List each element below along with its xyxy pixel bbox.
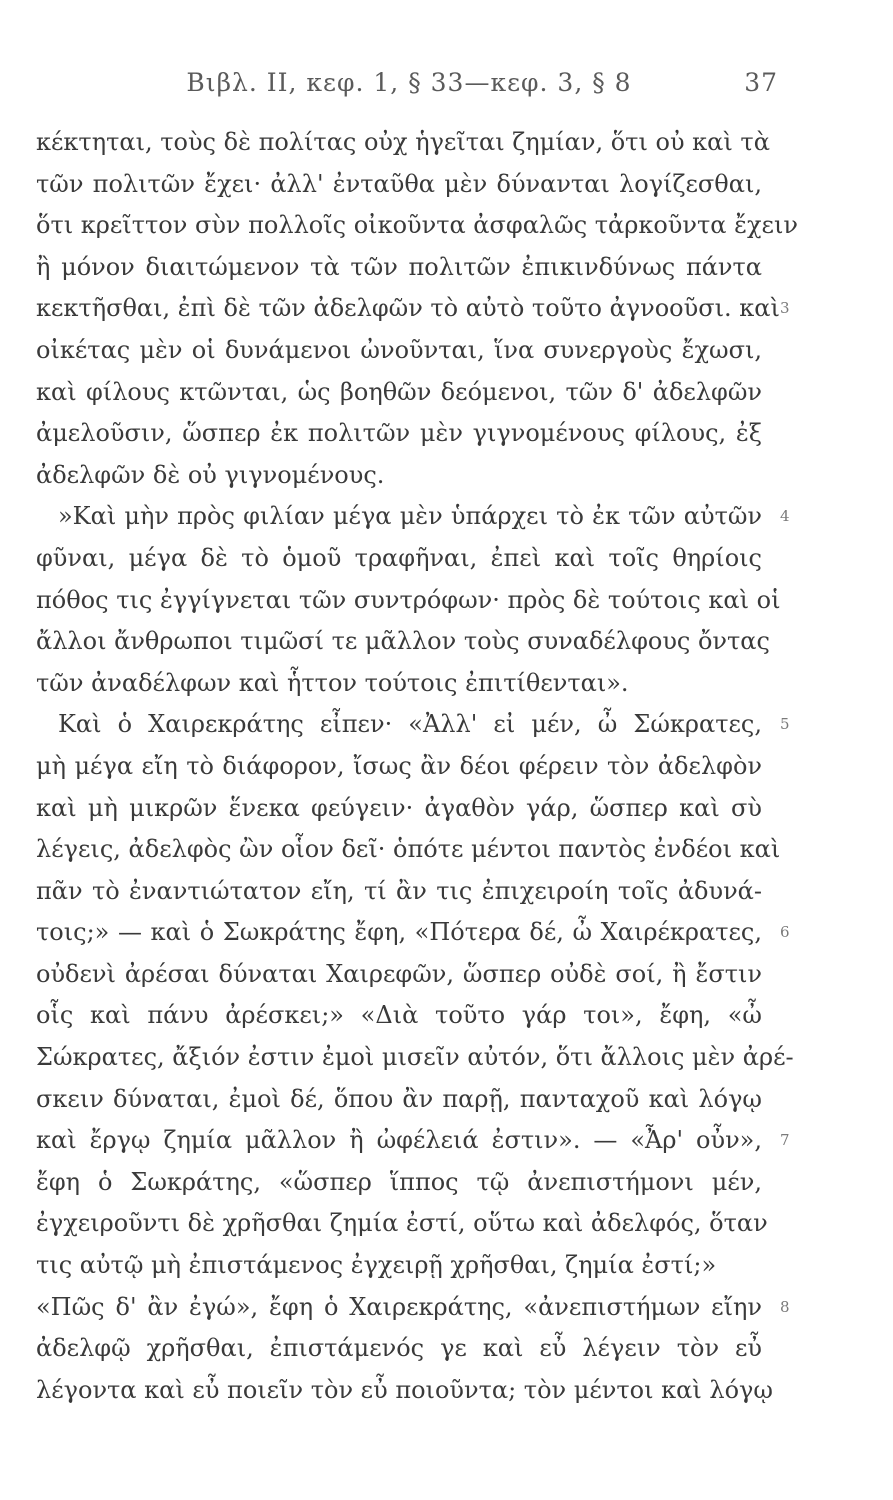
text-line bbox=[36, 455, 762, 497]
section-number: 8 bbox=[780, 1297, 790, 1316]
text-line-content: κεκτῆσθαι, ἐπὶ δὲ τῶν ἀδελφῶν τὸ αὐτὸ τοῦτο ἀγνοοῦσι. καὶ bbox=[36, 294, 780, 323]
text-line-content: λέγοντα καὶ εὖ ποιεῖν τὸν εὖ ποιοῦντα; τὸν μέντοι καὶ λόγῳ bbox=[36, 1375, 773, 1404]
text-line-content: ἀμελοῦσιν, ὥσπερ ἐκ πολιτῶν μὲν γιγνομένους φίλους, ἐξ bbox=[36, 419, 762, 448]
text-line-content: οὐδενὶ ἀρέσαι δύναται Χαιρεφῶν, ὥσπερ οὐδὲ σοί, ἢ ἔστιν bbox=[36, 959, 762, 988]
text-line bbox=[36, 205, 798, 247]
text-line-content: καὶ ἔργῳ ζημία μᾶλλον ἢ ὠφέλειά ἐστιν». — «Ἆρ' οὖν», bbox=[36, 1126, 762, 1155]
text-line-content: πᾶν τὸ ἐναντιώτατον εἴη, τί ἂν τις ἐπιχειροίη τοῖς ἀδυνά- bbox=[36, 876, 762, 905]
text-line bbox=[36, 1328, 762, 1370]
text-line bbox=[36, 954, 762, 996]
text-line-content: Σώκρατες, ἄξιόν ἐστιν ἐμοὶ μισεῖν αὐτόν, ὅτι ἄλλοις μὲν ἀρέ- bbox=[36, 1043, 794, 1072]
text-line-content: ὅτι κρεῖττον σὺν πολλοῖς οἰκοῦντα ἀσφαλῶς τἀρκοῦντα ἔχειν bbox=[36, 211, 798, 240]
text-line bbox=[36, 1203, 768, 1245]
page-number: 37 bbox=[744, 68, 778, 97]
text-line-content: οἰκέτας μὲν οἱ δυνάμενοι ὠνοῦνται, ἵνα συνεργοὺς ἔχωσι, bbox=[36, 335, 762, 364]
text-line-content: πόθος τις ἐγγίγνεται τῶν συντρόφων· πρὸς δὲ τούτοις καὶ οἱ bbox=[36, 585, 781, 614]
text-line-content: ἐγχειροῦντι δὲ χρῆσθαι ζημία ἐστί, οὕτω καὶ ἀδελφός, ὅταν bbox=[36, 1209, 768, 1238]
text-line-content: φῦναι, μέγα δὲ τὸ ὁμοῦ τραφῆναι, ἐπεὶ καὶ τοῖς θηρίοις bbox=[36, 543, 762, 572]
running-title: Βιβλ. II, κεφ. 1, § 33—κεφ. 3, § 8 bbox=[186, 68, 632, 97]
text-line-content: οἷς καὶ πάνυ ἀρέσκει;» «Διὰ τοῦτο γάρ τοι», ἔφη, «ὦ bbox=[36, 1001, 762, 1030]
section-number: 5 bbox=[780, 715, 790, 734]
text-line-content: καὶ μὴ μικρῶν ἕνεκα φεύγειν· ἀγαθὸν γάρ, ὥσπερ καὶ σὺ bbox=[36, 793, 762, 822]
text-line-content: καὶ φίλους κτῶνται, ὡς βοηθῶν δεόμενοι, τῶν δ' ἀδελφῶν bbox=[36, 377, 762, 406]
text-line-content: τῶν πολιτῶν ἔχει· ἀλλ' ἐνταῦθα μὲν δύνανται λογίζεσθαι, bbox=[36, 169, 762, 198]
text-line bbox=[36, 330, 762, 372]
text-line bbox=[36, 496, 790, 538]
text-line bbox=[36, 413, 762, 455]
text-line bbox=[36, 1120, 790, 1162]
text-line bbox=[36, 1079, 762, 1121]
text-line-content: ἔφη ὁ Σωκράτης, «ὥσπερ ἵππος τῷ ἀνεπιστήμονι μέν, bbox=[36, 1167, 762, 1196]
text-line bbox=[36, 1287, 790, 1329]
section-number: 4 bbox=[780, 507, 790, 526]
text-line-content: σκειν δύναται, ἐμοὶ δέ, ὅπου ἂν παρῇ, πανταχοῦ καὶ λόγῳ bbox=[36, 1084, 762, 1113]
text-line-content: Καὶ ὁ Χαιρεκράτης εἶπεν· «Ἀλλ' εἰ μέν, ὦ Σώκρατες, bbox=[58, 710, 762, 739]
text-line bbox=[36, 621, 770, 663]
text-line bbox=[36, 829, 781, 871]
text-line bbox=[36, 538, 762, 580]
section-number: 6 bbox=[780, 923, 790, 942]
page-body-text bbox=[36, 122, 798, 1411]
text-line-content: ἀδελφῷ χρῆσθαι, ἐπιστάμενός γε καὶ εὖ λέγειν τὸν εὖ bbox=[36, 1334, 762, 1363]
text-line bbox=[36, 746, 762, 788]
text-line bbox=[36, 1370, 773, 1412]
text-line bbox=[36, 164, 762, 206]
text-line bbox=[36, 122, 770, 164]
text-line bbox=[36, 580, 781, 622]
text-line bbox=[36, 788, 762, 830]
text-line-content: τῶν ἀναδέλφων καὶ ἧττον τούτοις ἐπιτίθενται». bbox=[36, 668, 629, 697]
text-line-content: λέγεις, ἀδελφὸς ὢν οἷον δεῖ· ὁπότε μέντοι παντὸς ἐνδέοι καὶ bbox=[36, 835, 781, 864]
text-line-content: μὴ μέγα εἴη τὸ διάφορον, ἴσως ἂν δέοι φέρειν τὸν ἀδελφὸν bbox=[36, 751, 762, 780]
text-line bbox=[36, 288, 790, 330]
text-line-content: τοις;» — καὶ ὁ Σωκράτης ἔφη, «Πότερα δέ, ὦ Χαιρέκρατες, bbox=[36, 918, 762, 947]
text-line-content: ἀδελφῶν δὲ οὐ γιγνομένους. bbox=[36, 460, 385, 489]
text-line bbox=[36, 995, 762, 1037]
text-line bbox=[36, 871, 762, 913]
text-line bbox=[36, 663, 762, 705]
text-line-content: κέκτηται, τοὺς δὲ πολίτας οὐχ ἡγεῖται ζημίαν, ὅτι οὐ καὶ τὰ bbox=[36, 128, 770, 156]
text-line bbox=[36, 1162, 762, 1204]
text-line bbox=[36, 372, 762, 414]
text-line bbox=[36, 704, 790, 746]
text-line-content: «Πῶς δ' ἂν ἐγώ», ἔφη ὁ Χαιρεκράτης, «ἀνεπιστήμων εἴην bbox=[36, 1292, 762, 1321]
text-line bbox=[36, 247, 762, 289]
text-line-content: »Καὶ μὴν πρὸς φιλίαν μέγα μὲν ὑπάρχει τὸ ἐκ τῶν αὐτῶν bbox=[58, 502, 762, 531]
text-line-content: τις αὐτῷ μὴ ἐπιστάμενος ἐγχειρῇ χρῆσθαι, ζημία ἐστί;» bbox=[36, 1251, 717, 1280]
text-line-content: ἢ μόνον διαιτώμενον τὰ τῶν πολιτῶν ἐπικινδύνως πάντα bbox=[36, 252, 762, 281]
text-line bbox=[36, 1037, 794, 1079]
running-head bbox=[40, 68, 778, 108]
section-number: 7 bbox=[780, 1131, 790, 1150]
text-line bbox=[36, 1245, 762, 1287]
text-line-content: ἄλλοι ἄνθρωποι τιμῶσί τε μᾶλλον τοὺς συναδέλφους ὄντας bbox=[36, 627, 770, 656]
section-number: 3 bbox=[780, 299, 790, 318]
text-line bbox=[36, 912, 790, 954]
